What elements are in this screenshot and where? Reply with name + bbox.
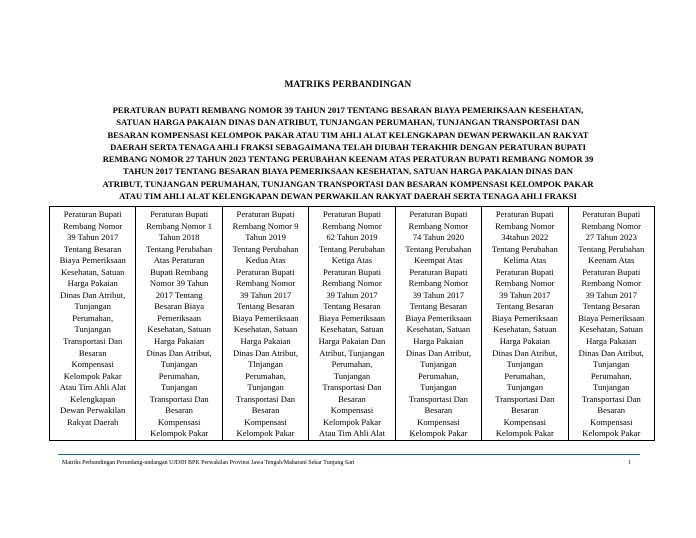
cell-text-line: Dinas Dan Atribut, bbox=[492, 347, 558, 358]
regulation-column-2019-no62 bbox=[309, 207, 395, 441]
cell-text-line: Transportasi Dan bbox=[235, 393, 296, 404]
cell-text-line: Kompensasi bbox=[71, 359, 114, 370]
cell-text-line: Tentang Besaran bbox=[496, 301, 554, 312]
cell-text-line: Kompensasi bbox=[330, 405, 374, 416]
cell-text-line: Rembang Nomor 9 bbox=[232, 220, 299, 231]
cell-text-line: Besaran bbox=[338, 393, 366, 404]
cell-text-line: Besaran Biaya bbox=[154, 301, 205, 312]
regulation-column-2022 bbox=[482, 207, 568, 441]
cell-text-line: Pemeriksaan bbox=[157, 312, 202, 323]
subtitle-line: PERATURAN BUPATI REMBANG NOMOR 39 TAHUN 2017 TENTANG BESARAN BIAYA PEMERIKSAAN KESEHATAN, bbox=[112, 105, 584, 115]
page-number: 1 bbox=[628, 460, 631, 466]
cell-text-line: Rembang Nomor bbox=[581, 220, 641, 231]
cell-text-line: 39 Tahun 2017 bbox=[326, 289, 378, 300]
cell-text-line: Kompensasi bbox=[503, 416, 547, 427]
cell-text-line: 39 Tahun 2017 bbox=[499, 289, 551, 300]
cell-text-line: Nomor 39 Tahun bbox=[149, 278, 209, 289]
cell-text-line: Rembang Nomor 1 bbox=[146, 220, 213, 231]
cell-text-line: Kelompok Pakar bbox=[322, 416, 381, 427]
cell-text-line: Biaya Pemeriksaan bbox=[232, 312, 299, 323]
regulation-column-2019-no9 bbox=[222, 207, 308, 441]
cell-text-line: Tunjangan bbox=[74, 301, 111, 312]
cell-text-line: Tentang Perubahan bbox=[318, 243, 385, 254]
cell-text-line: Rembang Nomor bbox=[322, 278, 382, 289]
cell-text-line: Perumahan, bbox=[417, 370, 459, 381]
cell-text-line: Rembang Nomor bbox=[495, 220, 555, 231]
cell-text-line: Harga Pakaian Dan bbox=[318, 336, 386, 347]
subtitle-line: BESARAN KOMPENSASI KELOMPOK PAKAR ATAU TIM AHLI ALAT KELENGKAPAN DEWAN PERWAKILAN RAKYAT bbox=[107, 129, 589, 140]
subtitle-line: ATRIBUT, TUNJANGAN PERUMAHAN, TUNJANGAN TRANSPORTASI DAN BESARAN KOMPENSASI KELOMPOK PAKAR bbox=[102, 178, 594, 189]
cell-text-line: Tunjangan bbox=[160, 382, 198, 393]
cell-text-line: Kelima Atas bbox=[503, 255, 547, 266]
cell-text-line: Kesehatan, Satuan bbox=[60, 266, 125, 277]
cell-text-line: Tunjangan bbox=[506, 359, 544, 370]
cell-text-line: Kelompok Pakar bbox=[63, 370, 122, 381]
cell-text-line: Tentang Besaran bbox=[64, 243, 122, 254]
cell-text-line: Kelompok Pakar bbox=[495, 428, 554, 439]
cell-text-line: Biaya Pemeriksaan bbox=[59, 255, 126, 266]
cell-text-line: Tentang Besaran bbox=[323, 301, 381, 312]
cell-text-line: Besaran bbox=[165, 405, 193, 416]
cell-text-line: Kedua Atas bbox=[245, 255, 286, 266]
comparison-matrix-table bbox=[49, 206, 655, 441]
cell-text-line: Tahun 2019 bbox=[245, 232, 286, 243]
cell-text-line: Transportasi Dan bbox=[495, 393, 555, 404]
cell-text-line: Tunjangan bbox=[420, 382, 457, 393]
regulation-column-2018 bbox=[136, 207, 222, 441]
cell-text-line: Harga Pakaian bbox=[586, 336, 637, 347]
cell-text-line: Kompensasi bbox=[590, 416, 633, 427]
cell-text-line: Perumahan, bbox=[504, 370, 546, 381]
cell-text-line: Perumahan, bbox=[72, 312, 114, 323]
cell-text-line: Transportasi Dan bbox=[581, 393, 641, 404]
cell-text-line: Besaran bbox=[597, 405, 626, 416]
cell-text-line: Kesehatan, Satuan bbox=[320, 324, 384, 335]
cell-text-line: Atas Peraturan bbox=[153, 255, 205, 266]
cell-text-line: Harga Pakaian bbox=[413, 336, 464, 347]
cell-text-line: Peraturan Bupati bbox=[236, 209, 295, 219]
cell-text-line: Rakyat Daerah bbox=[67, 416, 119, 427]
cell-text-line: Tunjangan bbox=[420, 359, 457, 370]
cell-text-line: Tunjangan bbox=[593, 359, 630, 370]
cell-text-line: Kesehatan, Satuan bbox=[406, 324, 471, 335]
cell-text-line: Kelompok Pakar bbox=[236, 428, 295, 439]
cell-text-line: 39 Tahun 2017 bbox=[239, 289, 292, 300]
cell-text-line: Rembang Nomor bbox=[235, 278, 296, 289]
cell-text-line: 62 Tahun 2019 bbox=[326, 232, 378, 243]
cell-text-line: Tentang Besaran bbox=[236, 301, 295, 312]
cell-text-line: Peraturan Bupati bbox=[150, 209, 209, 219]
cell-text-line: Peraturan Bupati bbox=[322, 209, 381, 219]
regulation-column-2020 bbox=[395, 207, 481, 441]
cell-text-line: Kesehatan, Satuan bbox=[579, 324, 643, 335]
document-subtitle bbox=[58, 104, 638, 202]
cell-text-line: Dinas Dan Atribut, bbox=[60, 289, 126, 300]
cell-text-line: 39 Tahun 2017 bbox=[67, 232, 119, 243]
cell-text-line: Kompensasi bbox=[244, 416, 287, 427]
cell-text-line: Rembang Nomor bbox=[581, 278, 641, 289]
cell-text-line: 27 Tahun 2023 bbox=[585, 232, 637, 243]
cell-text-line: Tentang Perubahan bbox=[232, 243, 299, 254]
subtitle-line: ATAU TIM AHLI ALAT KELENGKAPAN DEWAN PERWAKILAN RAKYAT DAERAH SERTA TENAGA AHLI FRAKSI bbox=[119, 191, 577, 202]
cell-text-line: Tunjangan bbox=[593, 382, 630, 393]
cell-text-line: Tlnjangan bbox=[248, 359, 283, 370]
cell-text-line: Atau Tim Ahli Alat bbox=[318, 428, 386, 439]
cell-text-line: Rembang Nomor bbox=[495, 278, 555, 289]
cell-text-line: Transportasi Dan bbox=[149, 393, 209, 404]
cell-text-line: Besaran bbox=[510, 405, 539, 416]
cell-text-line: Ketiga Atas bbox=[331, 255, 373, 266]
cell-text-line: Tunjangan bbox=[74, 324, 111, 335]
cell-text-line: Perumahan, bbox=[331, 359, 373, 370]
cell-text-line: Kesehatan, Satuan bbox=[233, 324, 298, 335]
cell-text-line: Transportasi Dan bbox=[63, 336, 123, 347]
cell-text-line: Tunjangan bbox=[506, 382, 544, 393]
cell-text-line: Besaran bbox=[78, 347, 107, 358]
cell-text-line: Peraturan Bupati bbox=[409, 209, 468, 219]
cell-text-line: Harga Pakaian bbox=[499, 336, 550, 347]
cell-text-line: 39 Tahun 2017 bbox=[412, 289, 465, 300]
cell-text-line: Tentang Besaran bbox=[409, 301, 468, 312]
cell-text-line: 2017 Tentang bbox=[155, 289, 203, 300]
cell-text-line: Transportasi Dan bbox=[408, 393, 468, 404]
cell-text-line: Peraturan Bupati bbox=[495, 209, 554, 219]
cell-text-line: Besaran bbox=[424, 405, 453, 416]
cell-text-line: Tentang Besaran bbox=[582, 301, 640, 312]
page-title: MATRIKS PERBANDINGAN bbox=[284, 80, 412, 90]
subtitle-line: REMBANG NOMOR 27 TAHUN 2023 TENTANG PERUBAHAN KEENAM ATAS PERATURAN BUPATI REMBANG NOMOR 39 bbox=[102, 154, 594, 165]
footer-text: Matriks Perbandingan Perundang-undangan UJDIH BPK Perwakilan Provinsi Jawa Tengah/Maharani Sekar Tunjung Sari bbox=[62, 460, 355, 466]
cell-text-line: Rembang Nomor bbox=[62, 220, 123, 231]
cell-text-line: Peraturan Bupati bbox=[236, 266, 295, 277]
cell-text-line: Kesehatan, Satuan bbox=[147, 324, 211, 335]
cell-text-line: Kelengkapan bbox=[70, 393, 116, 404]
cell-text-line: Rembang Nomor bbox=[408, 220, 469, 231]
cell-text-line: Besaran bbox=[251, 405, 280, 416]
cell-text-line: Tunjangan bbox=[160, 359, 198, 370]
subtitle-line: DAERAH SERTA TENAGA AHLI FRAKSI SEBAGAIMANA TELAH DIUBAH TERAKHIR DENGAN PERATURAN BUPATI bbox=[110, 141, 586, 152]
cell-text-line: Dinas Dan Atribut, bbox=[146, 347, 212, 358]
subtitle-line: TAHUN 2017 TENTANG BESARAN BIAYA PEMERIKSAAN KESEHATAN, SATUAN HARGA PAKAIAN DINAS DAN bbox=[123, 166, 573, 177]
cell-text-line: Keempat Atas bbox=[414, 255, 463, 266]
cell-text-line: Kesehatan, Satuan bbox=[493, 324, 557, 335]
cell-text-line: Peraturan Bupati bbox=[409, 266, 468, 277]
subtitle-line: SATUAN HARGA PAKAIAN DINAS DAN ATRIBUT, TUNJANGAN PERUMAHAN, TUNJANGAN TRANSPORTASI DAN bbox=[116, 117, 580, 128]
cell-text-line: Biaya Pemeriksaan bbox=[405, 312, 472, 323]
cell-text-line: Biaya Pemeriksaan bbox=[578, 312, 645, 323]
cell-text-line: Kompensasi bbox=[157, 416, 201, 427]
cell-text-line: Bupati Rembang bbox=[150, 266, 209, 277]
cell-text-line: Kompensasi bbox=[417, 416, 460, 427]
cell-text-line: Perumahan, bbox=[158, 370, 200, 381]
cell-text-line: Peraturan Bupati bbox=[582, 266, 641, 277]
footer-divider bbox=[58, 454, 640, 455]
cell-text-line: Peraturan Bupati bbox=[63, 209, 122, 219]
table-row bbox=[50, 207, 655, 441]
cell-text-line: Tunjangan bbox=[247, 382, 284, 393]
cell-text-line: Peraturan Bupati bbox=[582, 209, 641, 219]
cell-text-line: Harga Pakaian bbox=[240, 336, 291, 347]
cell-text-line: Dinas Dan Atribut, bbox=[405, 347, 471, 358]
cell-text-line: Dinas Dan Atribut, bbox=[578, 347, 644, 358]
cell-text-line: Tentang Perubahan bbox=[491, 243, 558, 254]
regulation-column-2017 bbox=[50, 207, 136, 441]
cell-text-line: Rembang Nomor bbox=[408, 278, 469, 289]
cell-text-line: Keenam Atas bbox=[588, 255, 635, 266]
cell-text-line: Transportasi Dan bbox=[322, 382, 382, 393]
cell-text-line: Peraturan Bupati bbox=[322, 266, 381, 277]
cell-text-line: Kelompok Pakar bbox=[150, 428, 209, 439]
cell-text-line: 74 Tahun 2020 bbox=[412, 232, 465, 243]
cell-text-line: Perumahan, bbox=[245, 370, 286, 381]
cell-text-line: Tentang Perubahan bbox=[578, 243, 645, 254]
cell-text-line: Atribut, Tunjangan bbox=[319, 347, 385, 358]
cell-text-line: Harga Pakaian bbox=[67, 278, 118, 289]
cell-text-line: Harga Pakaian bbox=[154, 336, 205, 347]
cell-text-line: Tahun 2018 bbox=[158, 232, 200, 243]
cell-text-line: Kelompok Pakar bbox=[409, 428, 468, 439]
cell-text-line: Atau Tim Ahli Alat bbox=[59, 382, 126, 393]
cell-text-line: Peraturan Bupati bbox=[495, 266, 554, 277]
cell-text-line: Dinas Dan Atribut, bbox=[232, 347, 299, 358]
cell-text-line: Rembang Nomor bbox=[322, 220, 382, 231]
cell-text-line: 34tahun 2022 bbox=[501, 232, 549, 243]
cell-text-line: Tentang Perubahan bbox=[405, 243, 472, 254]
regulation-column-2023 bbox=[568, 207, 654, 441]
cell-text-line: Tunjangan bbox=[333, 370, 371, 381]
cell-text-line: Biaya Pemeriksaan bbox=[318, 312, 386, 323]
cell-text-line: 39 Tahun 2017 bbox=[585, 289, 637, 300]
cell-text-line: Perumahan, bbox=[590, 370, 632, 381]
cell-text-line: Dewan Perwakilan bbox=[60, 405, 126, 416]
cell-text-line: Kelompok Pakar bbox=[582, 428, 641, 439]
cell-text-line: Tentang Perubahan bbox=[146, 243, 213, 254]
cell-text-line: Biaya Pemeriksaan bbox=[491, 312, 558, 323]
